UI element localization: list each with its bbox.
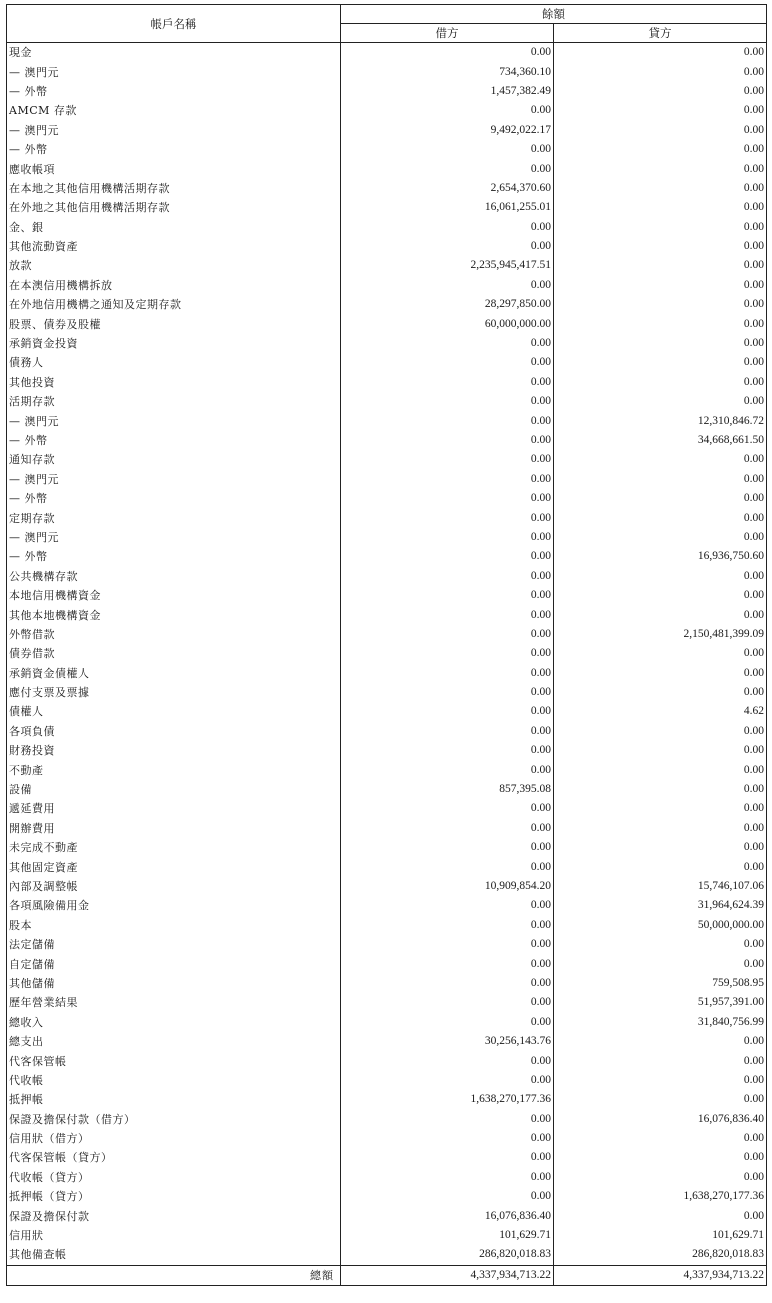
credit-amount: 0.00 [554,101,767,120]
debit-amount: 0.00 [341,1129,554,1148]
account-name: — 外幣 [7,547,341,566]
debit-amount: 0.00 [341,140,554,159]
account-name: — 澳門元 [7,121,341,140]
table-row [7,528,767,547]
account-name: 債券借款 [7,644,341,663]
credit-amount: 101,629.71 [554,1226,767,1245]
account-name: 其他固定資產 [7,857,341,876]
credit-amount: 16,076,836.40 [554,1109,767,1128]
credit-amount: 0.00 [554,799,767,818]
account-name: 代收帳 [7,1071,341,1090]
table-row [7,1168,767,1187]
account-name: 定期存款 [7,508,341,527]
debit-amount: 0.00 [341,954,554,973]
debit-amount: 0.00 [341,625,554,644]
debit-amount: 0.00 [341,683,554,702]
credit-amount: 51,957,391.00 [554,993,767,1012]
account-name: 保證及擔保付款 [7,1206,341,1225]
debit-amount: 0.00 [341,644,554,663]
account-name: 代收帳（貸方） [7,1168,341,1187]
account-name: 開辦費用 [7,819,341,838]
table-row [7,1245,767,1265]
debit-amount: 0.00 [341,101,554,120]
table-row [7,664,767,683]
credit-amount: 0.00 [554,819,767,838]
debit-amount: 0.00 [341,43,554,63]
account-name: 現金 [7,43,341,63]
credit-amount: 0.00 [554,62,767,81]
debit-amount: 286,820,018.83 [341,1245,554,1265]
credit-amount: 0.00 [554,295,767,314]
table-row [7,159,767,178]
account-name: 通知存款 [7,450,341,469]
table-row [7,140,767,159]
debit-amount: 0.00 [341,741,554,760]
account-name: 債務人 [7,353,341,372]
credit-amount: 1,638,270,177.36 [554,1187,767,1206]
credit-amount: 31,840,756.99 [554,1013,767,1032]
account-name: 其他備查帳 [7,1245,341,1265]
account-name: 外幣借款 [7,625,341,644]
credit-amount: 0.00 [554,664,767,683]
credit-amount: 286,820,018.83 [554,1245,767,1265]
debit-amount: 734,360.10 [341,62,554,81]
account-name: 信用狀 [7,1226,341,1245]
table-row [7,954,767,973]
table-row [7,295,767,314]
debit-amount: 16,076,836.40 [341,1206,554,1225]
account-name: 應付支票及票據 [7,683,341,702]
credit-amount: 0.00 [554,218,767,237]
account-name: 未完成不動產 [7,838,341,857]
debit-amount: 0.00 [341,431,554,450]
credit-amount: 12,310,846.72 [554,411,767,430]
table-row [7,334,767,353]
table-row [7,218,767,237]
debit-amount: 9,492,022.17 [341,121,554,140]
table-row [7,470,767,489]
account-name: 抵押帳 [7,1090,341,1109]
table-row [7,547,767,566]
table-row [7,605,767,624]
total-credit: 4,337,934,713.22 [554,1265,767,1285]
account-balance-table [6,4,767,1286]
debit-amount: 0.00 [341,605,554,624]
debit-amount: 0.00 [341,373,554,392]
table-row [7,179,767,198]
account-name: 股本 [7,916,341,935]
account-name: — 外幣 [7,82,341,101]
credit-amount: 0.00 [554,470,767,489]
debit-amount: 0.00 [341,702,554,721]
debit-amount: 0.00 [341,489,554,508]
table-row [7,780,767,799]
account-name: 公共機構存款 [7,567,341,586]
credit-amount: 0.00 [554,722,767,741]
debit-amount: 30,256,143.76 [341,1032,554,1051]
debit-amount: 0.00 [341,508,554,527]
table-row [7,760,767,779]
table-footer [7,1265,767,1285]
table-row [7,625,767,644]
credit-amount: 2,150,481,399.09 [554,625,767,644]
debit-amount: 0.00 [341,1071,554,1090]
table-row [7,62,767,81]
account-name: — 外幣 [7,431,341,450]
account-name: — 澳門元 [7,528,341,547]
credit-amount: 0.00 [554,1090,767,1109]
debit-amount: 1,638,270,177.36 [341,1090,554,1109]
table-row [7,567,767,586]
credit-amount: 0.00 [554,741,767,760]
account-name: 法定儲備 [7,935,341,954]
debit-amount: 0.00 [341,411,554,430]
total-row [7,1265,767,1285]
debit-amount: 0.00 [341,916,554,935]
table-row [7,256,767,275]
account-name: 承銷資金債權人 [7,664,341,683]
debit-amount: 0.00 [341,159,554,178]
table-row [7,644,767,663]
account-name: 自定儲備 [7,954,341,973]
table-row [7,1032,767,1051]
account-name: — 澳門元 [7,470,341,489]
table-row [7,857,767,876]
account-name: 本地信用機構資金 [7,586,341,605]
account-name: 在本澳信用機構拆放 [7,276,341,295]
table-row [7,819,767,838]
table-row [7,314,767,333]
table-row [7,702,767,721]
table-row [7,741,767,760]
credit-amount: 0.00 [554,935,767,954]
debit-amount: 0.00 [341,974,554,993]
credit-amount: 0.00 [554,179,767,198]
table-row [7,43,767,63]
credit-amount: 4.62 [554,702,767,721]
debit-amount: 0.00 [341,334,554,353]
table-row [7,586,767,605]
table-row [7,508,767,527]
credit-amount: 0.00 [554,1129,767,1148]
debit-amount: 0.00 [341,993,554,1012]
credit-amount: 0.00 [554,567,767,586]
debit-amount: 101,629.71 [341,1226,554,1245]
credit-amount: 0.00 [554,586,767,605]
table-row [7,1071,767,1090]
debit-amount: 0.00 [341,819,554,838]
table-row [7,993,767,1012]
table-row [7,896,767,915]
account-name: 各項負債 [7,722,341,741]
debit-amount: 0.00 [341,664,554,683]
credit-amount: 0.00 [554,450,767,469]
debit-amount: 0.00 [341,896,554,915]
credit-amount: 0.00 [554,159,767,178]
credit-amount: 50,000,000.00 [554,916,767,935]
debit-amount: 0.00 [341,1148,554,1167]
credit-amount: 0.00 [554,605,767,624]
debit-amount: 2,654,370.60 [341,179,554,198]
credit-amount: 0.00 [554,237,767,256]
table-row [7,799,767,818]
account-name: 總收入 [7,1013,341,1032]
account-name: 在外地之其他信用機構活期存款 [7,198,341,217]
table-row [7,101,767,120]
table-row [7,276,767,295]
account-name: AMCM 存款 [7,101,341,120]
credit-amount: 0.00 [554,857,767,876]
account-name: 其他儲備 [7,974,341,993]
table-row [7,877,767,896]
debit-amount: 0.00 [341,1013,554,1032]
debit-amount: 2,235,945,417.51 [341,256,554,275]
account-name: 在外地信用機構之通知及定期存款 [7,295,341,314]
credit-amount: 0.00 [554,314,767,333]
balance-header: 餘額 [341,5,767,24]
account-name-header: 帳戶名稱 [7,5,341,43]
credit-amount: 0.00 [554,644,767,663]
account-name: 各項風險備用金 [7,896,341,915]
balance-sheet [6,4,766,1286]
credit-amount: 0.00 [554,392,767,411]
credit-amount: 0.00 [554,1032,767,1051]
account-name: 應收帳項 [7,159,341,178]
account-name: 設備 [7,780,341,799]
account-name: 保證及擔保付款（借方） [7,1109,341,1128]
account-name: — 澳門元 [7,62,341,81]
debit-amount: 0.00 [341,1168,554,1187]
table-row [7,1187,767,1206]
debit-amount: 0.00 [341,857,554,876]
credit-amount: 0.00 [554,760,767,779]
debit-amount: 0.00 [341,392,554,411]
account-name: 活期存款 [7,392,341,411]
table-row [7,1206,767,1225]
table-row [7,121,767,140]
account-name: — 外幣 [7,489,341,508]
credit-amount: 0.00 [554,683,767,702]
credit-amount: 0.00 [554,1206,767,1225]
debit-amount: 60,000,000.00 [341,314,554,333]
debit-amount: 0.00 [341,838,554,857]
credit-header: 貸方 [554,24,767,43]
account-name: 總支出 [7,1032,341,1051]
credit-amount: 0.00 [554,353,767,372]
table-row [7,353,767,372]
credit-amount: 759,508.95 [554,974,767,993]
debit-amount: 0.00 [341,1051,554,1070]
table-row [7,683,767,702]
account-name: 遞延費用 [7,799,341,818]
credit-amount: 0.00 [554,1148,767,1167]
credit-amount: 0.00 [554,140,767,159]
table-row [7,974,767,993]
credit-amount: 0.00 [554,528,767,547]
table-row [7,1013,767,1032]
table-row [7,722,767,741]
table-row [7,1090,767,1109]
credit-amount: 0.00 [554,489,767,508]
account-name: 其他本地機構資金 [7,605,341,624]
account-name: 債權人 [7,702,341,721]
table-header [7,5,767,43]
table-row [7,916,767,935]
credit-amount: 0.00 [554,82,767,101]
table-row [7,431,767,450]
credit-amount: 16,936,750.60 [554,547,767,566]
table-row [7,1051,767,1070]
debit-amount: 16,061,255.01 [341,198,554,217]
account-name: 在本地之其他信用機構活期存款 [7,179,341,198]
total-label: 總額 [7,1265,341,1285]
debit-amount: 1,457,382.49 [341,82,554,101]
account-name: 抵押帳（貸方） [7,1187,341,1206]
debit-amount: 0.00 [341,567,554,586]
credit-amount: 0.00 [554,43,767,63]
credit-amount: 0.00 [554,256,767,275]
debit-amount: 0.00 [341,276,554,295]
credit-amount: 15,746,107.06 [554,877,767,896]
table-body [7,43,767,1266]
total-debit: 4,337,934,713.22 [341,1265,554,1285]
debit-amount: 10,909,854.20 [341,877,554,896]
table-row [7,838,767,857]
credit-amount: 0.00 [554,198,767,217]
debit-amount: 0.00 [341,547,554,566]
account-name: — 外幣 [7,140,341,159]
credit-amount: 34,668,661.50 [554,431,767,450]
table-row [7,373,767,392]
credit-amount: 0.00 [554,276,767,295]
credit-amount: 0.00 [554,508,767,527]
debit-amount: 0.00 [341,353,554,372]
debit-header: 借方 [341,24,554,43]
credit-amount: 0.00 [554,334,767,353]
debit-amount: 857,395.08 [341,780,554,799]
table-row [7,1109,767,1128]
account-name: 信用狀（借方） [7,1129,341,1148]
credit-amount: 0.00 [554,1168,767,1187]
debit-amount: 0.00 [341,470,554,489]
credit-amount: 0.00 [554,1071,767,1090]
account-name: 其他流動資產 [7,237,341,256]
table-row [7,1226,767,1245]
account-name: 歷年營業結果 [7,993,341,1012]
debit-amount: 0.00 [341,1187,554,1206]
credit-amount: 0.00 [554,373,767,392]
account-name: 代客保管帳 [7,1051,341,1070]
table-row [7,237,767,256]
credit-amount: 0.00 [554,780,767,799]
account-name: 代客保管帳（貸方） [7,1148,341,1167]
credit-amount: 0.00 [554,1051,767,1070]
table-row [7,450,767,469]
debit-amount: 0.00 [341,1109,554,1128]
debit-amount: 0.00 [341,450,554,469]
credit-amount: 0.00 [554,838,767,857]
table-row [7,1129,767,1148]
debit-amount: 28,297,850.00 [341,295,554,314]
credit-amount: 0.00 [554,954,767,973]
account-name: 股票、債券及股權 [7,314,341,333]
debit-amount: 0.00 [341,528,554,547]
credit-amount: 31,964,624.39 [554,896,767,915]
debit-amount: 0.00 [341,237,554,256]
debit-amount: 0.00 [341,586,554,605]
table-row [7,489,767,508]
table-row [7,198,767,217]
debit-amount: 0.00 [341,799,554,818]
account-name: 內部及調整帳 [7,877,341,896]
debit-amount: 0.00 [341,722,554,741]
table-row [7,935,767,954]
table-row [7,82,767,101]
account-name: 放款 [7,256,341,275]
debit-amount: 0.00 [341,935,554,954]
account-name: 承銷資金投資 [7,334,341,353]
account-name: 不動產 [7,760,341,779]
account-name: 財務投資 [7,741,341,760]
table-row [7,1148,767,1167]
table-row [7,392,767,411]
account-name: 金、銀 [7,218,341,237]
table-row [7,411,767,430]
debit-amount: 0.00 [341,760,554,779]
credit-amount: 0.00 [554,121,767,140]
account-name: 其他投資 [7,373,341,392]
debit-amount: 0.00 [341,218,554,237]
account-name: — 澳門元 [7,411,341,430]
